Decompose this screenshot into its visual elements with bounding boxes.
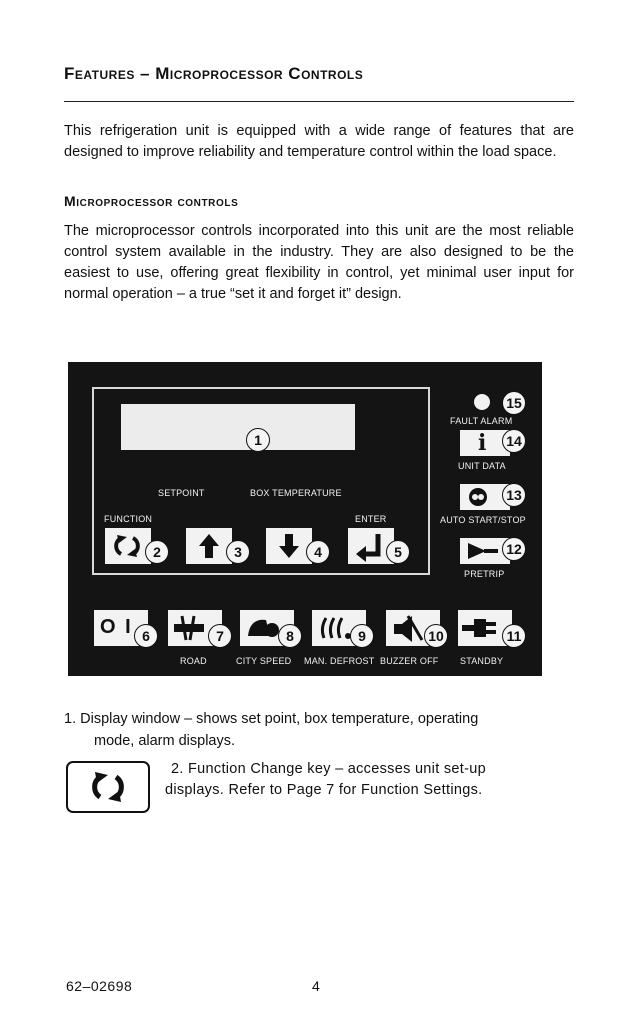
legend-item-1-line1: 1. Display window – shows set point, box temperature, operating [64,711,479,727]
arrow-down-icon [266,528,312,564]
city-speed-label: CITY SPEED [236,656,292,666]
manual-defrost-label: MAN. DEFROST [304,656,375,666]
callout-3: 3 [226,540,250,564]
legend-item-2-line2: displays. Refer to Page 7 for Function Settings. [165,782,483,798]
display-window [121,404,355,450]
road-label: ROAD [180,656,207,666]
section-heading: Microprocessor controls [64,193,239,209]
fault-alarm-label: FAULT ALARM [450,416,513,426]
function-change-icon [105,528,151,564]
title-rule [64,101,574,102]
callout-10: 10 [424,624,448,648]
body-paragraph: The microprocessor controls incorporated into this unit are the most reliable control system available in the industry. They are also designed to be the easiest to use, offering great flexibility in control, yet minimal user input for normal operation – a true “set it and forget it” design. [64,223,574,302]
legend-item-2 [165,759,585,801]
box-temperature-label: BOX TEMPERATURE [250,488,342,498]
function-key [105,528,151,564]
function-label: FUNCTION [104,514,153,524]
callout-8: 8 [278,624,302,648]
info-icon: i [478,430,487,456]
auto-start-stop-label: AUTO START/STOP [440,515,526,525]
legend-item-2-line1: 2. Function Change key – accesses unit set-up [171,761,486,777]
document-number: 62–02698 [66,978,133,994]
page-title: Features – Microprocessor Controls [64,64,364,83]
pretrip-label: PRETRIP [464,569,505,579]
down-arrow-key [266,528,312,564]
callout-7: 7 [208,624,232,648]
legend-item-1-line2: mode, alarm displays. [94,733,236,749]
callout-13: 13 [502,483,526,507]
callout-1: 1 [246,428,270,452]
intro-paragraph: This refrigeration unit is equipped with a wide range of features that are designed to improve reliability and temperature control within the load space. [64,123,574,160]
callout-4: 4 [306,540,330,564]
setpoint-label: SETPOINT [158,488,205,498]
callout-6: 6 [134,624,158,648]
callout-15: 15 [502,391,526,415]
unit-data-label: UNIT DATA [458,461,506,471]
callout-2: 2 [145,540,169,564]
buzzer-off-label: BUZZER OFF [380,656,439,666]
up-arrow-key [186,528,232,564]
fault-alarm-light [474,394,490,410]
standby-label: STANDBY [460,656,504,666]
arrow-up-icon [186,528,232,564]
function-key-illustration [66,761,150,813]
control-panel-figure [68,362,542,676]
callout-5: 5 [386,540,410,564]
legend-item-1 [64,708,576,752]
power-icon: O I [100,616,133,638]
callout-14: 14 [502,429,526,453]
callout-11: 11 [502,624,526,648]
function-change-icon-large [68,763,148,811]
page-number: 4 [312,978,320,994]
callout-9: 9 [350,624,374,648]
enter-label: ENTER [355,514,387,524]
callout-12: 12 [502,537,526,561]
